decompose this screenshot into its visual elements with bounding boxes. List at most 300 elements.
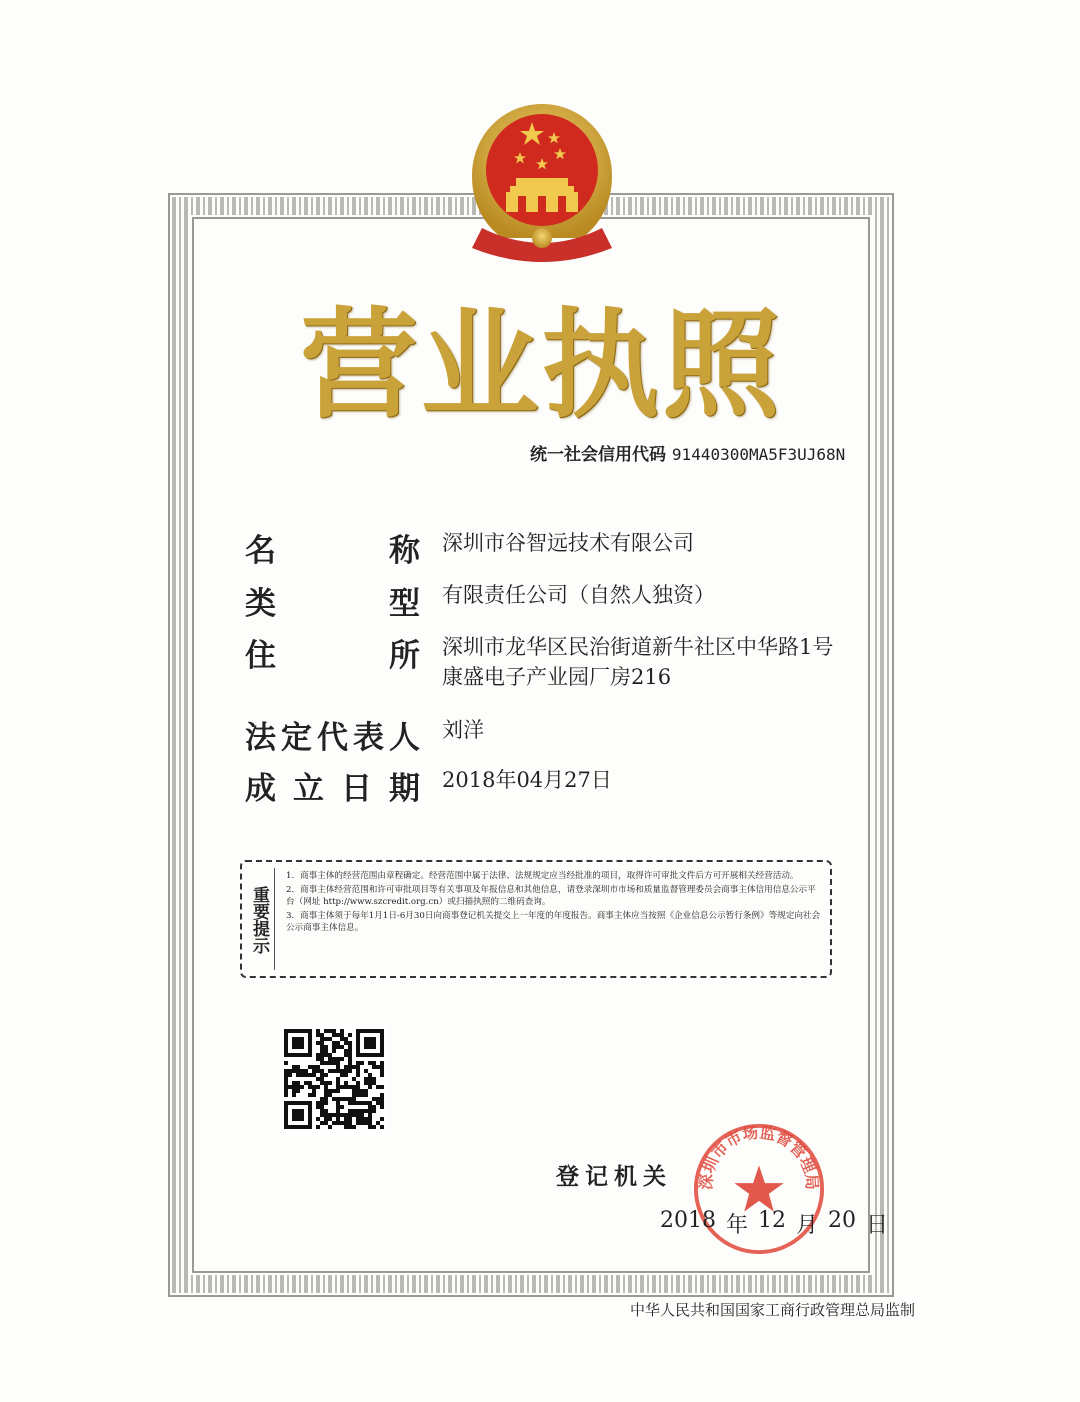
qr-module [308, 1085, 312, 1089]
qr-module [320, 1057, 324, 1061]
qr-module [320, 1121, 324, 1125]
qr-module [316, 1105, 320, 1109]
label-char: 表 [353, 720, 384, 756]
qr-module [312, 1093, 316, 1097]
qr-module [340, 1073, 344, 1077]
qr-module [324, 1097, 328, 1101]
qr-module [348, 1057, 352, 1061]
qr-module [348, 1049, 352, 1053]
qr-module [344, 1065, 348, 1069]
qr-module [348, 1085, 352, 1089]
qr-module [348, 1069, 352, 1073]
qr-module [348, 1121, 352, 1125]
address-label [245, 630, 420, 675]
legal-rep-label [245, 712, 420, 757]
label-char: 期 [389, 771, 420, 807]
qr-module [308, 1065, 312, 1069]
qr-module [356, 1093, 360, 1097]
type-value: 有限责任公司（自然人独资） [442, 583, 715, 607]
qr-module [292, 1081, 296, 1085]
qr-module [312, 1073, 316, 1077]
qr-module [304, 1069, 308, 1073]
qr-module [296, 1085, 300, 1089]
qr-module [300, 1073, 304, 1077]
qr-module [352, 1109, 356, 1113]
qr-module [352, 1097, 356, 1101]
label-char: 成 [245, 771, 276, 807]
qr-module [360, 1101, 364, 1105]
qr-module [336, 1097, 340, 1101]
title-char: 业 [420, 296, 539, 434]
qr-module [344, 1073, 348, 1077]
qr-module [348, 1117, 352, 1121]
qr-module [340, 1045, 344, 1049]
qr-module [328, 1117, 332, 1121]
qr-module [344, 1113, 348, 1117]
qr-module [376, 1085, 380, 1089]
qr-module [320, 1073, 324, 1077]
notice-item: 3．商事主体须于每年1月1日-6月30日向商事登记机关提交上一年度的年度报告。商事主体应当按照《企业信息公示暂行条例》等规定向社会公示商事主体信息。 [286, 910, 821, 933]
qr-module [332, 1097, 336, 1101]
qr-module [288, 1085, 292, 1089]
qr-module [336, 1081, 340, 1085]
qr-module [336, 1077, 340, 1081]
qr-module [332, 1029, 336, 1033]
credit-code-label: 统一社会信用代码 [530, 445, 666, 465]
qr-module [380, 1065, 384, 1069]
notice-item: 1．商事主体的经营范围由章程确定。经营范围中属于法律、法规规定应当经批准的项目，取得许可审批文件后方可开展相关经营活动。 [286, 871, 799, 881]
label-char: 人 [389, 720, 420, 756]
qr-module [344, 1037, 348, 1041]
qr-module [320, 1053, 324, 1057]
qr-module [296, 1069, 300, 1073]
qr-module [324, 1081, 328, 1085]
credit-code-value: 91440300MA5F3UJ68N [671, 445, 846, 464]
type-label [245, 578, 420, 623]
qr-module [360, 1061, 364, 1065]
qr-module [368, 1125, 372, 1129]
label-char: 类 [245, 586, 276, 622]
qr-module [340, 1037, 344, 1041]
qr-module [356, 1085, 360, 1089]
qr-module [364, 1089, 368, 1093]
qr-module [316, 1065, 320, 1069]
qr-module [364, 1121, 368, 1125]
qr-module [320, 1061, 324, 1065]
qr-code-icon[interactable] [282, 1024, 386, 1134]
label-char: 型 [389, 586, 420, 622]
qr-module [320, 1101, 324, 1105]
qr-module [324, 1049, 328, 1053]
qr-module [308, 1081, 312, 1085]
qr-module [364, 1081, 368, 1085]
qr-module [328, 1061, 332, 1065]
qr-module [296, 1065, 300, 1069]
qr-module [356, 1101, 360, 1105]
qr-module [328, 1113, 332, 1117]
notice-divider [274, 868, 275, 970]
qr-module [352, 1077, 356, 1081]
qr-module [320, 1037, 324, 1041]
qr-module [372, 1077, 376, 1081]
qr-module [284, 1081, 288, 1085]
supervisor-text: 中华人民共和国国家工商行政管理总局监制 [630, 1301, 916, 1319]
qr-module [300, 1085, 304, 1089]
qr-module [352, 1125, 356, 1129]
qr-module [356, 1081, 360, 1085]
notice-body [286, 870, 822, 936]
qr-module [308, 1073, 312, 1077]
qr-module [336, 1069, 340, 1073]
label-char: 法 [245, 720, 276, 756]
qr-module [364, 1117, 368, 1121]
qr-module [372, 1109, 376, 1113]
qr-module [356, 1121, 360, 1125]
qr-module [316, 1077, 320, 1081]
qr-module [324, 1121, 328, 1125]
qr-module [356, 1061, 360, 1065]
qr-module [340, 1105, 344, 1109]
qr-module [332, 1121, 336, 1125]
qr-module [328, 1037, 332, 1041]
qr-module [336, 1113, 340, 1117]
qr-module [340, 1085, 344, 1089]
qr-module [356, 1117, 360, 1121]
qr-module [332, 1113, 336, 1117]
qr-module [320, 1049, 324, 1053]
qr-module [360, 1117, 364, 1121]
qr-module [320, 1033, 324, 1037]
qr-module [356, 1065, 360, 1069]
qr-module [348, 1061, 352, 1065]
qr-module [336, 1085, 340, 1089]
qr-module [348, 1053, 352, 1057]
qr-module [336, 1105, 340, 1109]
title-char: 照 [661, 296, 780, 434]
qr-module [360, 1121, 364, 1125]
qr-module [336, 1065, 340, 1069]
qr-module [292, 1085, 296, 1089]
qr-module [348, 1097, 352, 1101]
qr-module [316, 1125, 320, 1129]
qr-module [292, 1069, 296, 1073]
important-notice [240, 860, 832, 978]
address-value-line2: 康盛电子产业园厂房216 [442, 665, 672, 689]
qr-module [312, 1085, 316, 1089]
qr-module [332, 1045, 336, 1049]
qr-finder [292, 1037, 304, 1049]
qr-module [360, 1113, 364, 1117]
qr-module [316, 1041, 320, 1045]
qr-module [328, 1029, 332, 1033]
qr-module [316, 1117, 320, 1121]
qr-module [340, 1097, 344, 1101]
qr-module [380, 1085, 384, 1089]
qr-module [352, 1089, 356, 1093]
qr-module [368, 1121, 372, 1125]
qr-module [292, 1093, 296, 1097]
established-value: 2018年04月27日 [442, 768, 612, 792]
notice-item: 2．商事主体经营范围和许可审批项目等有关事项及年报信息和其他信息，请登录深圳市市场和质量监督管理委员会商事主体信用信息公示平台（网址 http://www.szcredit.org.cn）或扫描执照的二维码查询。 [286, 884, 816, 907]
qr-module [344, 1117, 348, 1121]
qr-module [320, 1041, 324, 1045]
title-char: 执 [541, 296, 660, 434]
qr-module [344, 1097, 348, 1101]
qr-module [340, 1057, 344, 1061]
qr-module [332, 1089, 336, 1093]
qr-module [312, 1069, 316, 1073]
qr-module [368, 1081, 372, 1085]
qr-module [332, 1033, 336, 1037]
qr-module [368, 1077, 372, 1081]
qr-module [344, 1053, 348, 1057]
qr-module [316, 1033, 320, 1037]
qr-module [372, 1065, 376, 1069]
qr-module [340, 1029, 344, 1033]
registrar-label: 登记机关 [556, 1164, 672, 1190]
qr-module [284, 1089, 288, 1093]
qr-module [332, 1069, 336, 1073]
qr-module [336, 1041, 340, 1045]
qr-module [364, 1101, 368, 1105]
qr-module [328, 1069, 332, 1073]
qr-module [348, 1113, 352, 1117]
label-char: 住 [245, 638, 276, 674]
seal-text: 深圳市市场监督管理局 [696, 1122, 822, 1191]
qr-module [364, 1077, 368, 1081]
qr-module [320, 1097, 324, 1101]
qr-module [364, 1109, 368, 1113]
qr-module [288, 1069, 292, 1073]
qr-module [320, 1113, 324, 1117]
credit-code [530, 440, 870, 465]
qr-module [372, 1125, 376, 1129]
qr-module [360, 1109, 364, 1113]
qr-module [324, 1085, 328, 1089]
qr-module [368, 1061, 372, 1065]
legal-rep-value: 刘洋 [442, 718, 484, 742]
qr-module [296, 1089, 300, 1093]
qr-module [312, 1065, 316, 1069]
qr-module [320, 1109, 324, 1113]
qr-module [348, 1045, 352, 1049]
name-label [245, 525, 420, 570]
qr-module [380, 1061, 384, 1065]
qr-module [368, 1101, 372, 1105]
title-char: 营 [300, 296, 419, 434]
qr-module [356, 1113, 360, 1117]
qr-module [296, 1081, 300, 1085]
qr-module [284, 1077, 288, 1081]
label-char: 代 [317, 720, 348, 756]
qr-module [348, 1041, 352, 1045]
qr-module [380, 1069, 384, 1073]
qr-module [320, 1077, 324, 1081]
reg-month: 12 [758, 1208, 787, 1233]
qr-module [304, 1073, 308, 1077]
qr-module [344, 1085, 348, 1089]
qr-module [344, 1125, 348, 1129]
qr-module [360, 1093, 364, 1097]
qr-module [336, 1101, 340, 1105]
qr-module [344, 1121, 348, 1125]
qr-module [372, 1081, 376, 1085]
qr-module [336, 1045, 340, 1049]
qr-module [320, 1105, 324, 1109]
qr-module [328, 1089, 332, 1093]
qr-module [344, 1069, 348, 1073]
qr-module [324, 1045, 328, 1049]
label-char: 日 [341, 771, 372, 807]
qr-module [360, 1089, 364, 1093]
qr-module [284, 1061, 288, 1065]
address-value-line1: 深圳市龙华区民治街道新牛社区中华路1号 [442, 635, 834, 659]
qr-module [376, 1097, 380, 1101]
reg-day: 20 [828, 1208, 857, 1233]
qr-module [328, 1093, 332, 1097]
qr-module [368, 1085, 372, 1089]
qr-module [336, 1121, 340, 1125]
qr-module [320, 1045, 324, 1049]
label-char: 称 [389, 533, 420, 569]
qr-module [368, 1113, 372, 1117]
qr-module [336, 1089, 340, 1093]
reg-year: 2018 [660, 1208, 716, 1233]
qr-module [380, 1073, 384, 1077]
qr-module [372, 1097, 376, 1101]
registration-date [660, 1208, 888, 1239]
qr-module [368, 1117, 372, 1121]
qr-module [376, 1101, 380, 1105]
qr-module [320, 1081, 324, 1085]
qr-module [344, 1081, 348, 1085]
qr-module [340, 1069, 344, 1073]
qr-module [336, 1033, 340, 1037]
qr-module [348, 1125, 352, 1129]
reg-month-char: 月 [796, 1213, 819, 1238]
qr-module [296, 1073, 300, 1077]
qr-module [352, 1113, 356, 1117]
qr-module [324, 1029, 328, 1033]
qr-module [328, 1125, 332, 1129]
name-value: 深圳市谷智远技术有限公司 [442, 531, 694, 555]
qr-module [348, 1109, 352, 1113]
qr-module [336, 1109, 340, 1113]
qr-module [292, 1089, 296, 1093]
qr-module [352, 1093, 356, 1097]
qr-module [292, 1065, 296, 1069]
qr-module [316, 1101, 320, 1105]
qr-module [336, 1057, 340, 1061]
qr-module [332, 1057, 336, 1061]
qr-module [328, 1057, 332, 1061]
qr-module [348, 1101, 352, 1105]
notice-heading: 重要提示 [249, 886, 269, 954]
qr-module [316, 1053, 320, 1057]
established-label [245, 763, 420, 808]
qr-module [380, 1101, 384, 1105]
qr-module [368, 1109, 372, 1113]
qr-module [380, 1125, 384, 1129]
qr-module [344, 1041, 348, 1045]
qr-module [324, 1101, 328, 1105]
qr-module [332, 1049, 336, 1053]
qr-module [356, 1109, 360, 1113]
qr-module [340, 1121, 344, 1125]
qr-finder [292, 1109, 304, 1121]
qr-module [316, 1057, 320, 1061]
qr-module [344, 1049, 348, 1053]
qr-module [288, 1073, 292, 1077]
qr-module [304, 1081, 308, 1085]
reg-day-char: 日 [866, 1213, 889, 1238]
qr-module [356, 1069, 360, 1073]
qr-module [364, 1069, 368, 1073]
qr-module [332, 1061, 336, 1065]
qr-module [308, 1093, 312, 1097]
qr-module [324, 1037, 328, 1041]
qr-module [320, 1069, 324, 1073]
qr-module [380, 1093, 384, 1097]
qr-module [328, 1053, 332, 1057]
qr-module [380, 1097, 384, 1101]
qr-module [324, 1089, 328, 1093]
qr-module [364, 1093, 368, 1097]
qr-module [324, 1109, 328, 1113]
qr-module [372, 1061, 376, 1065]
qr-module [284, 1093, 288, 1097]
qr-module [324, 1061, 328, 1065]
qr-module [348, 1033, 352, 1037]
qr-module [352, 1101, 356, 1105]
qr-module [324, 1113, 328, 1117]
national-emblem-icon [462, 98, 622, 268]
qr-module [324, 1093, 328, 1097]
qr-module [324, 1073, 328, 1077]
qr-module [356, 1073, 360, 1077]
qr-module [316, 1029, 320, 1033]
qr-module [380, 1105, 384, 1109]
qr-module [324, 1053, 328, 1057]
qr-module [312, 1089, 316, 1093]
label-char: 名 [245, 533, 276, 569]
qr-module [336, 1117, 340, 1121]
qr-module [348, 1065, 352, 1069]
qr-module [316, 1085, 320, 1089]
qr-module [340, 1113, 344, 1117]
license-title [300, 296, 780, 434]
qr-module [352, 1085, 356, 1089]
qr-module [368, 1105, 372, 1109]
qr-module [316, 1069, 320, 1073]
qr-module [340, 1033, 344, 1037]
qr-module [352, 1065, 356, 1069]
qr-module [380, 1117, 384, 1121]
label-char: 定 [281, 720, 312, 756]
qr-module [328, 1081, 332, 1085]
qr-module [332, 1041, 336, 1045]
qr-module [336, 1061, 340, 1065]
qr-module [300, 1069, 304, 1073]
qr-module [372, 1105, 376, 1109]
qr-module [356, 1089, 360, 1093]
label-char: 所 [389, 638, 420, 674]
label-char: 立 [293, 771, 324, 807]
qr-module [368, 1073, 372, 1077]
qr-finder [364, 1037, 376, 1049]
qr-module [284, 1073, 288, 1077]
reg-year-char: 年 [726, 1213, 749, 1238]
